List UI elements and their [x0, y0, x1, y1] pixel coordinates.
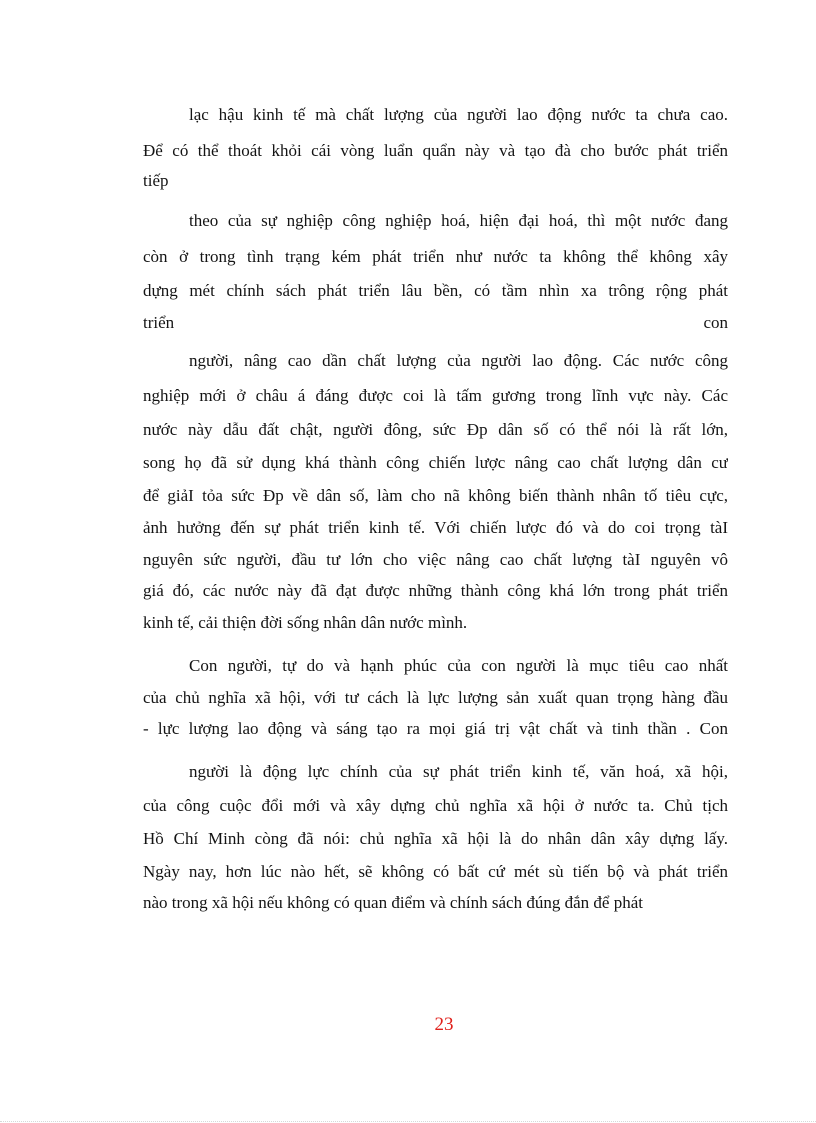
text-line: của chủ nghĩa xã hội, với tư cách là lực lượng sản xuất quan trọng hàng đầu [143, 688, 728, 707]
text-line: nghiệp mới ở châu á đáng được coi là tấm gương trong lĩnh vực này. Các [143, 386, 728, 405]
text-line: Ngày nay, hơn lúc nào hết, sẽ không có bất cứ mét sù tiến bộ và phát triển [143, 862, 728, 881]
text-line: nào trong xã hội nếu không có quan điểm và chính sách đúng đắn để phát [143, 893, 643, 912]
text-line: lạc hậu kinh tế mà chất lượng của người lao động nước ta chưa cao. [189, 105, 728, 124]
text-line: của công cuộc đổi mới và xây dựng chủ nghĩa xã hội ở nước ta. Chủ tịch [143, 796, 728, 815]
text-line: song họ đã sử dụng khá thành công chiến lược nâng cao chất lượng dân cư [143, 453, 728, 472]
page-bottom-rule [0, 1121, 816, 1122]
text-line: dựng mét chính sách phát triển lâu bền, có tầm nhìn xa trông rộng phát [143, 281, 728, 300]
text-line: nước này dẫu đất chật, người đông, sức Ðp dân số có thể nói là rất lớn, [143, 420, 728, 439]
text-line: người là động lực chính của sự phát triển kinh tế, văn hoá, xã hội, [189, 762, 728, 781]
text-line: - lực lượng lao động và sáng tạo ra mọi giá trị vật chất và tinh thần . Con [143, 719, 728, 738]
text-line: Hồ Chí Minh còng đã nói: chủ nghĩa xã hội là do nhân dân xây dựng lấy. [143, 829, 728, 848]
text-line: triển [143, 313, 175, 332]
text-line: con [703, 313, 728, 332]
text-line: giá đó, các nước này đã đạt được những thành công khá lớn trong phát triển [143, 581, 728, 600]
text-line: theo của sự nghiệp công nghiệp hoá, hiện đại hoá, thì một nước đang [189, 211, 728, 230]
text-line: để giảI tỏa sức Ðp về dân số, làm cho nã không biến thành nhân tố tiêu cực, [143, 486, 728, 505]
text-line: Để có thể thoát khỏi cái vòng luẩn quẩn này và tạo đà cho bước phát triển [143, 141, 728, 160]
text-line: nguyên sức người, đầu tư lớn cho việc nâng cao chất lượng tàI nguyên vô [143, 550, 728, 569]
text-line: ảnh hưởng đến sự phát triển kinh tế. Với chiến lược đó và do coi trọng tàI [143, 518, 728, 537]
text-line: kinh tế, cải thiện đời sống nhân dân nước mình. [143, 613, 468, 632]
text-line: còn ở trong tình trạng kém phát triển như nước ta không thể không xây [143, 247, 728, 266]
text-line: tiếp [143, 171, 169, 190]
text-line: Con người, tự do và hạnh phúc của con người là mục tiêu cao nhất [189, 656, 728, 675]
page-number: 23 [434, 1014, 454, 1035]
text-line: người, nâng cao dần chất lượng của người lao động. Các nước công [189, 351, 728, 370]
